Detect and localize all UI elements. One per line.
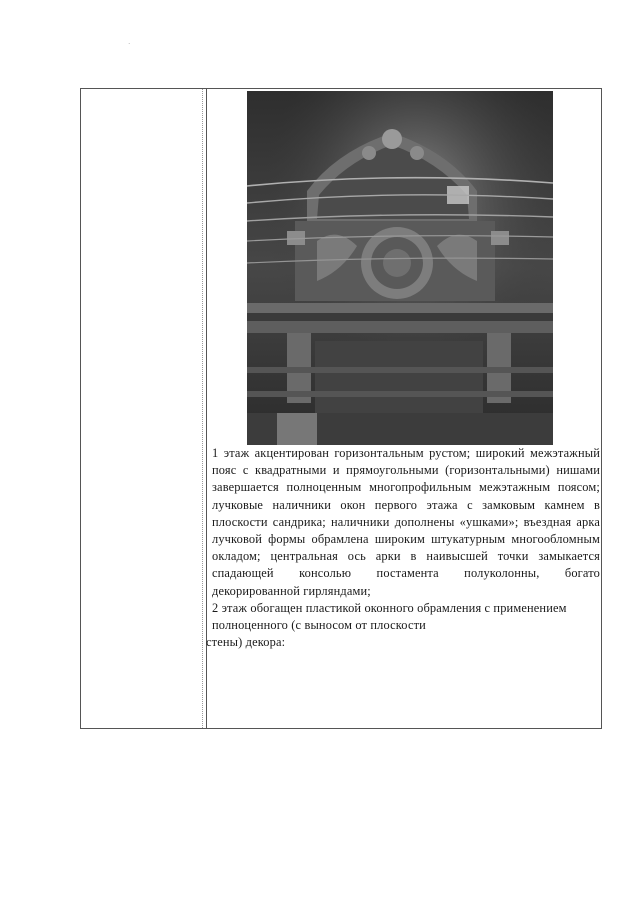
- building-facade-photo: [247, 91, 553, 445]
- page-mark: ·: [128, 40, 131, 48]
- description-table: [80, 88, 602, 729]
- description-para-2-line-2: стены) декора:: [206, 635, 286, 650]
- facade-description: [206, 445, 600, 651]
- table-left-column: [81, 89, 207, 728]
- column-divider: [202, 89, 203, 728]
- description-para-2-line-1: 2 этаж обогащен пластикой оконного обрамления с применением полноценного (с выносом от плоскости: [212, 600, 567, 633]
- building-facade-photo-icon: [247, 91, 553, 445]
- description-para-2: [206, 600, 600, 652]
- description-para-1: 1 этаж акцентирован горизонтальным рустом; широкий межэтажный пояс с квадратными и прямоугольными (горизонтальными) нишами завершается полноценным многопрофильным межэтажным поясом; лучковые наличники окон первого этажа с замковым камнем в плоскости сандрика; наличники дополнены «ушками»; въездная арка лучковой формы обрамлена широким штукатурным многообломным окладом; центральная ось арки в наивысшей точки замыкается спадающей консолью постамента полуколонны, богато декорированной гирляндами;: [212, 446, 600, 598]
